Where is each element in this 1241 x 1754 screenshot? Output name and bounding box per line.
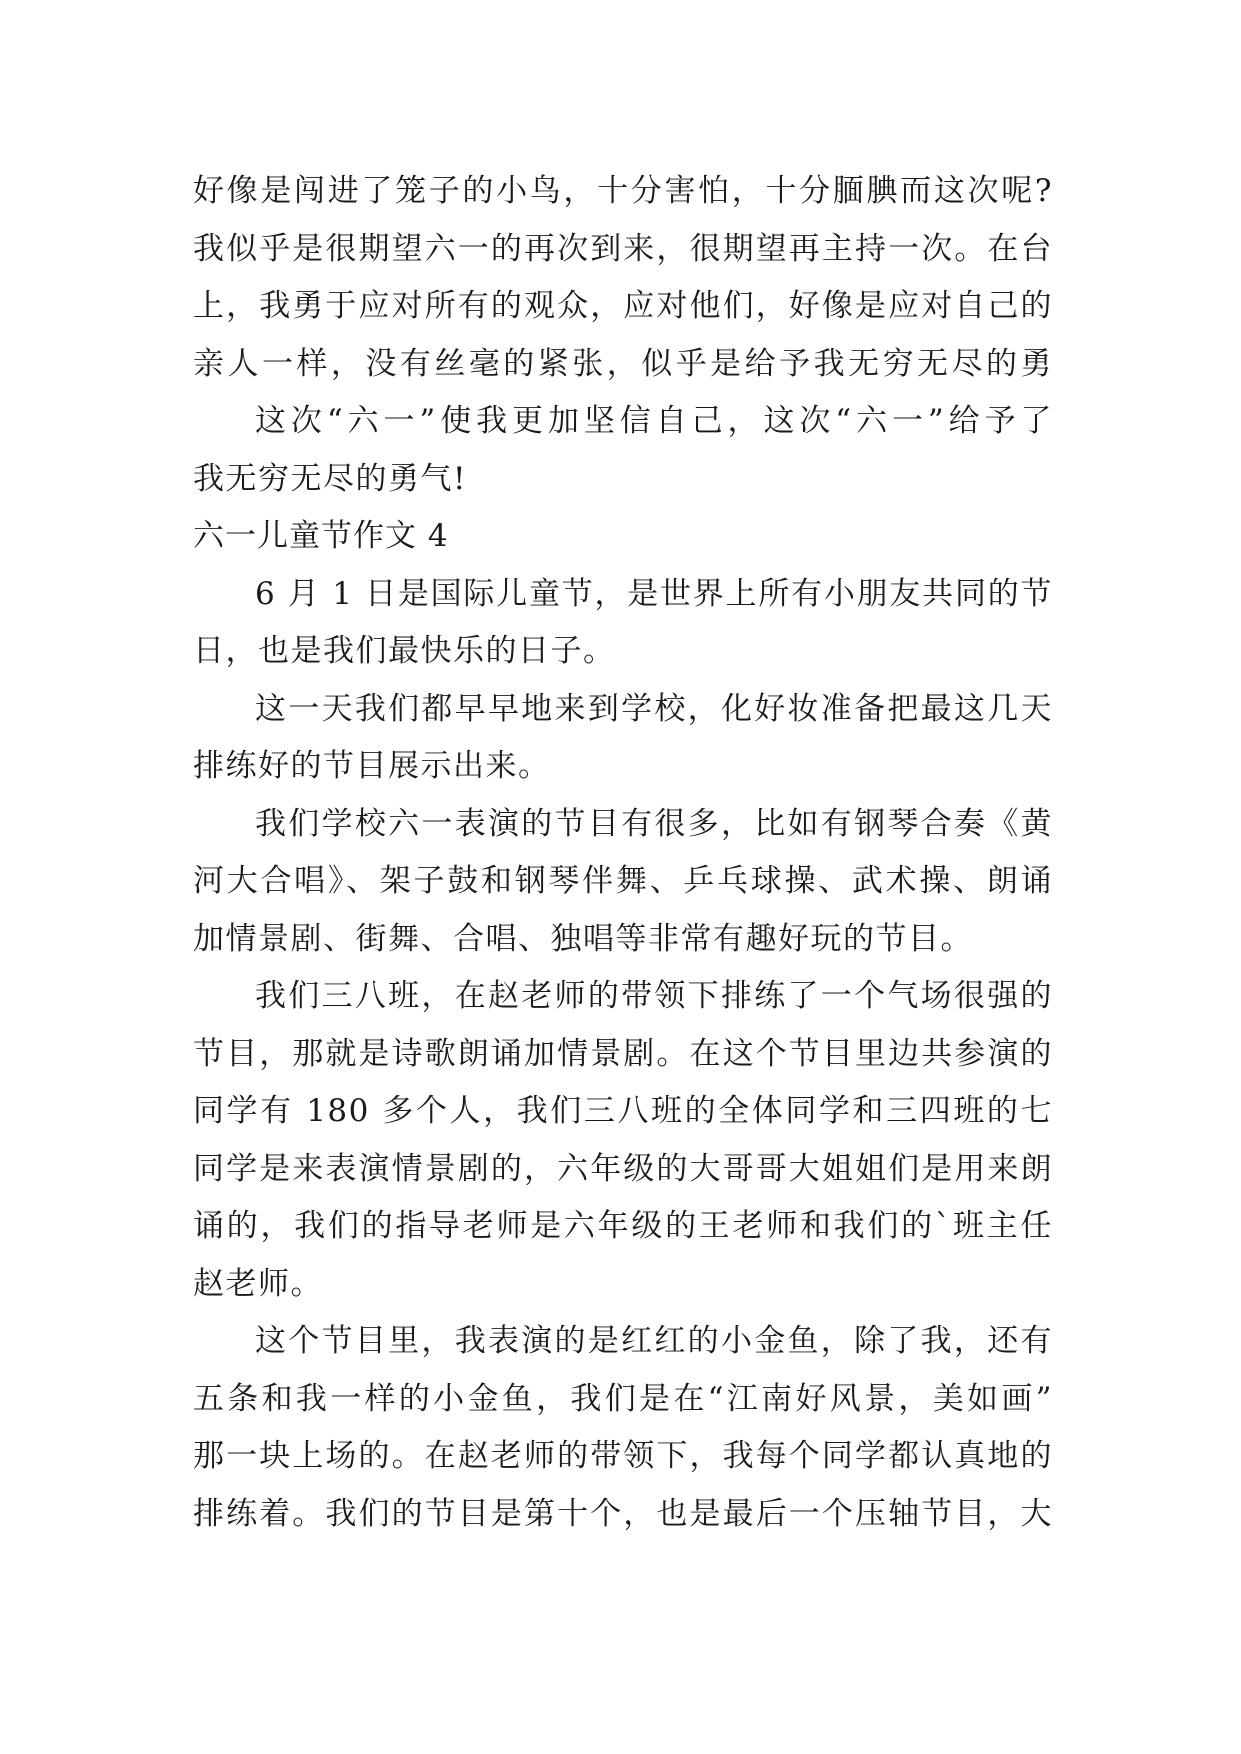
text-line: 赵老师。 — [193, 1265, 323, 1302]
text-line: 我无穷无尽的勇气! — [193, 460, 467, 497]
text-line: 这一天我们都早早地来到学校，化好妆准备把最这几天 — [255, 690, 1053, 727]
text-line: 同学有 180 多个人，我们三八班的全体同学和三四班的七 — [193, 1093, 1053, 1129]
text-line: 那一块上场的。在赵老师的带领下，我每个同学都认真地的 — [193, 1438, 1053, 1474]
text-line: 节目，那就是诗歌朗诵加情景剧。在这个节目里边共参演的 — [193, 1035, 1053, 1072]
text-line: 日，也是我们最快乐的日子。 — [193, 633, 616, 669]
text-line: 我们三八班，在赵老师的带领下排练了一个气场很强的 — [255, 978, 1053, 1014]
text-line: 排练着。我们的节目是第十个，也是最后一个压轴节目，大 — [193, 1495, 1053, 1532]
text-line: 这次“六一”使我更加坚信自己，这次“六一”给予了 — [255, 403, 1053, 439]
text-line: 上，我勇于应对所有的观众，应对他们，好像是应对自己的 — [193, 288, 1053, 324]
text-line: 五条和我一样的小金鱼，我们是在“江南好风景，美如画” — [193, 1380, 1053, 1417]
text-line: 6 月 1 日是国际儿童节，是世界上所有小朋友共同的节 — [255, 575, 1053, 612]
text-line: 加情景剧、街舞、合唱、独唱等非常有趣好玩的节目。 — [193, 920, 973, 957]
text-line: 诵的，我们的指导老师是六年级的王老师和我们的`班主任 — [193, 1208, 1053, 1244]
document-body — [193, 163, 1053, 1543]
section-heading: 六一儿童节作文 4 — [193, 518, 449, 554]
text-line: 同学是来表演情景剧的，六年级的大哥哥大姐姐们是用来朗 — [193, 1150, 1053, 1187]
text-line: 亲人一样，没有丝毫的紧张，似乎是给予我无穷无尽的勇 — [193, 345, 1053, 382]
text-line: 排练好的节目展示出来。 — [193, 748, 551, 784]
text-line: 这个节目里，我表演的是红红的小金鱼，除了我，还有 — [255, 1323, 1053, 1359]
text-line: 好像是闯进了笼子的小鸟，十分害怕，十分腼腆而这次呢? — [193, 173, 1053, 209]
text-line: 我似乎是很期望六一的再次到来，很期望再主持一次。在台 — [193, 230, 1053, 267]
text-line: 河大合唱》、架子鼓和钢琴伴舞、乒乓球操、武术操、朗诵 — [193, 863, 1053, 899]
text-line: 我们学校六一表演的节目有很多，比如有钢琴合奏《黄 — [255, 805, 1053, 842]
